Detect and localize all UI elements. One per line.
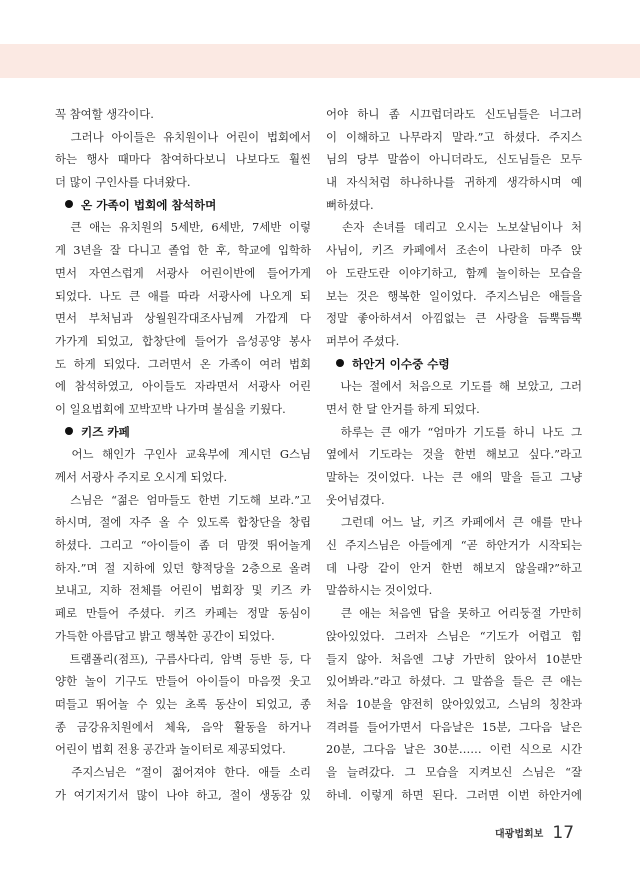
text-line: 가가게 되었고, 합창단에 들어가 음성공양 봉사 [55,333,311,348]
right-column [326,103,582,806]
text-line: 양한 놀이 기구도 만들어 아이들이 마음껏 웃고 [55,674,311,689]
text-line: 스님은 “젊은 엄마들도 한번 기도해 보라.”고 [55,492,311,507]
text-line: 어느 해인가 구인사 교육부에 계시던 G스님 [55,447,311,462]
publication-name: 대광법회보 [495,829,544,840]
text-line: 하는 행사 때마다 참여하다보니 나보다도 훨씬 [55,152,311,167]
text-line: 에 참석하였고, 아이들도 자라면서 서광사 어린 [55,379,311,394]
text-line: 큰 애는 처음엔 답을 못하고 어리둥절 가만히 [326,606,582,621]
text-line: 을 늘려갔다. 그 모습을 지켜보신 스님은 “잘 [326,764,582,779]
text-line: 면서 자연스럽게 서광사 어린이반에 들어가게 [55,265,311,280]
text-line: 퍼부어 주셨다. [326,333,400,348]
text-line: 앉아있었다. 그러자 스님은 “기도가 어렵고 힘 [326,628,582,643]
text-line: 면서 부처님과 상월원각대조사님께 가깝게 다 [55,311,311,326]
header-band [0,44,640,78]
left-column [55,103,311,806]
text-line: 들지 않아. 처음엔 그냥 가만히 앉아서 10분만 [326,651,582,666]
text-line: 신 주지스님은 아들에게 “곧 하안거가 시작되는 [326,538,582,553]
section-heading-text: 하안거 이수중 수령 [352,356,450,371]
text-line: 옆에서 기도라는 것을 한번 해보고 싶다.”라고 [326,447,582,462]
text-line: 종 금강유치원에서 체육, 음악 활동을 하거나 [55,719,311,734]
text-line: 가득한 아름답고 밝고 행복한 공간이 되었다. [55,628,275,643]
text-line: 사님이, 키즈 카페에서 조손이 나란히 마주 앉 [326,243,582,258]
text-line: 되었다. 나도 큰 애를 따라 서광사에 나오게 되 [55,288,311,303]
text-line: 게 3년을 잘 다니고 졸업 한 후, 학교에 입학하 [55,243,311,258]
text-line: 격려를 들어가면서 다음날은 15분, 그다음 날은 [326,719,582,734]
bullet-icon [65,200,73,208]
text-line: 큰 애는 유치원의 5세반, 6세반, 7세반 이렇 [55,220,311,235]
text-line: 뻐하셨다. [326,197,374,212]
text-line: 있어봐라.”라고 하셨다. 그 말씀을 들은 큰 애는 [326,674,582,689]
text-line: 떠들고 뛰어놀 수 있는 초록 동산이 되었고, 종 [55,696,311,711]
section-heading [55,194,311,217]
text-line: 말하는 것이었다. 나는 큰 애의 말을 듣고 그냥 [326,470,582,484]
section-heading-text: 온 가족이 법회에 참석하며 [81,197,217,212]
text-line: 더 많이 구인사를 다녀왔다. [55,175,191,190]
section-heading [55,421,311,444]
text-line: 웃어넘겼다. [326,492,385,507]
text-line: 하셨다. 그리고 “아이들이 좀 더 맘껏 뛰어놀게 [55,538,311,553]
text-line: 하네. 이렇게 하면 된다. 그러면 이번 하안거에 [326,787,582,802]
text-line: 이 일요법회에 꼬박꼬박 나가며 불심을 키웠다. [55,401,286,416]
text-line: 가 여기저기서 많이 나야 하고, 절이 생동감 있 [55,787,311,802]
text-line: 정말 좋아하셔서 아낌없는 큰 사랑을 듬뿍듬뿍 [326,311,582,326]
text-line: 그런데 어느 날, 키즈 카페에서 큰 애를 만나 [326,515,582,530]
text-line: 주지스님은 “절이 젊어져야 한다. 애들 소리 [55,764,311,779]
text-line: 보는 것은 행복한 일이었다. 주지스님은 애들을 [326,288,582,303]
text-line: 나는 절에서 처음으로 기도를 해 보았고, 그러 [326,379,582,394]
text-line: 하시며, 절에 자주 올 수 있도록 합창단을 창립 [55,515,311,530]
text-line: 그러나 아이들은 유치원이나 어린이 법회에서 [55,129,311,144]
text-line: 처음 10분을 얌전히 앉아있었고, 스님의 칭찬과 [326,696,582,711]
page-number: 17 [552,822,575,843]
text-line: 트램폴리(점프), 구름사다리, 암벽 등반 등, 다 [55,651,311,666]
text-line: 페로 만들어 주셨다. 키즈 카페는 정말 동심이 [55,606,311,621]
page-footer [495,822,574,843]
section-heading-text: 키즈 카페 [81,424,130,439]
text-line: 내 자식처럼 하나하나를 귀하게 생각하시며 예 [326,175,582,190]
text-line: 말씀하시는 것이었다. [326,583,433,598]
text-line: 도 하게 되었다. 그러면서 온 가족이 여러 법회 [55,356,311,371]
text-line: 꼭 참여할 생각이다. [55,107,154,121]
text-line: 데 나랑 같이 안거 한번 해보지 않을래?”하고 [326,560,582,575]
text-line: 이 이해하고 나무라지 말라.”고 하셨다. 주지스 [326,129,582,144]
text-line: 어린이 법회 전용 공간과 놀이터로 제공되었다. [55,742,286,757]
text-line: 아 도란도란 이야기하고, 함께 놀이하는 모습을 [326,265,582,280]
text-line: 면서 한 달 안거를 하게 되었다. [326,401,480,416]
text-line: 어야 하니 좀 시끄럽더라도 신도님들은 너그러 [326,107,582,121]
bullet-icon [336,359,344,367]
text-line: 님의 당부 말씀이 아니더라도, 신도님들은 모두 [326,152,582,167]
text-line: 께서 서광사 주지로 오시게 되었다. [55,470,228,484]
text-line: 하자.”며 절 지하에 있던 향적당을 2층으로 올려 [55,560,311,575]
bullet-icon [65,427,73,435]
text-line: 보내고, 지하 전체를 어린이 법회장 및 키즈 카 [55,583,311,598]
text-line: 손자 손녀를 데리고 오시는 노보살님이나 처 [326,220,582,235]
section-heading [326,353,582,376]
text-line: 하루는 큰 애가 “엄마가 기도를 하니 나도 그 [326,424,582,439]
text-line: 20분, 그다음 날은 30분…… 이런 식으로 시간 [326,742,582,757]
